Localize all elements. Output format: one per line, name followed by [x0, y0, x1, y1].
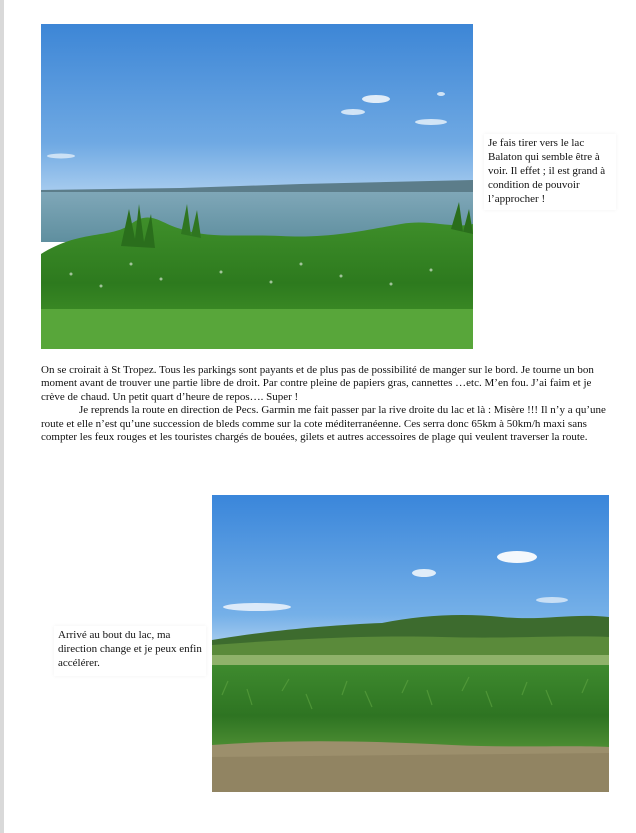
- lake-caption: Je fais tirer vers le lac Balaton qui semble être à voir. Il effet ; il est grand à condition de pouvoir l’approcher !: [484, 134, 616, 210]
- cornfield-photo: [212, 495, 609, 792]
- lake-landscape-image: [41, 24, 473, 349]
- end-of-lake-caption: Arrivé au bout du lac, ma direction change et je peux enfin accélérer.: [54, 626, 206, 676]
- document-page: [4, 0, 636, 833]
- body-text: [41, 364, 609, 444]
- lake-balaton-photo: [41, 24, 473, 349]
- cornfield-landscape-image: [212, 495, 609, 792]
- paragraph-route-pecs: Je reprends la route en direction de Pecs. Garmin me fait passer par la rive droite du lac et là : Misère !!! Il n’y a qu’une route et elle n’est qu’une succession de bleds comme sur la cote méditerranéenne. Ces serra donc 65km à 50km/h maxi sans compter les feux rouges et les touristes chargés de bouées, gilets et autres accessoires de plage qui veulent traverser la route.: [41, 404, 606, 444]
- paragraph-st-tropez: On se croirait à St Tropez. Tous les parkings sont payants et de plus pas de possibilité de manger sur le bord. Je tourne un bon moment avant de trouver une partie libre de droit. Par contre pleine de papiers gras, cannettes …etc. M’en fou. J’ai faim et je crève de chaud. Un petit quart d’heure de repos…. Super !: [41, 364, 594, 403]
